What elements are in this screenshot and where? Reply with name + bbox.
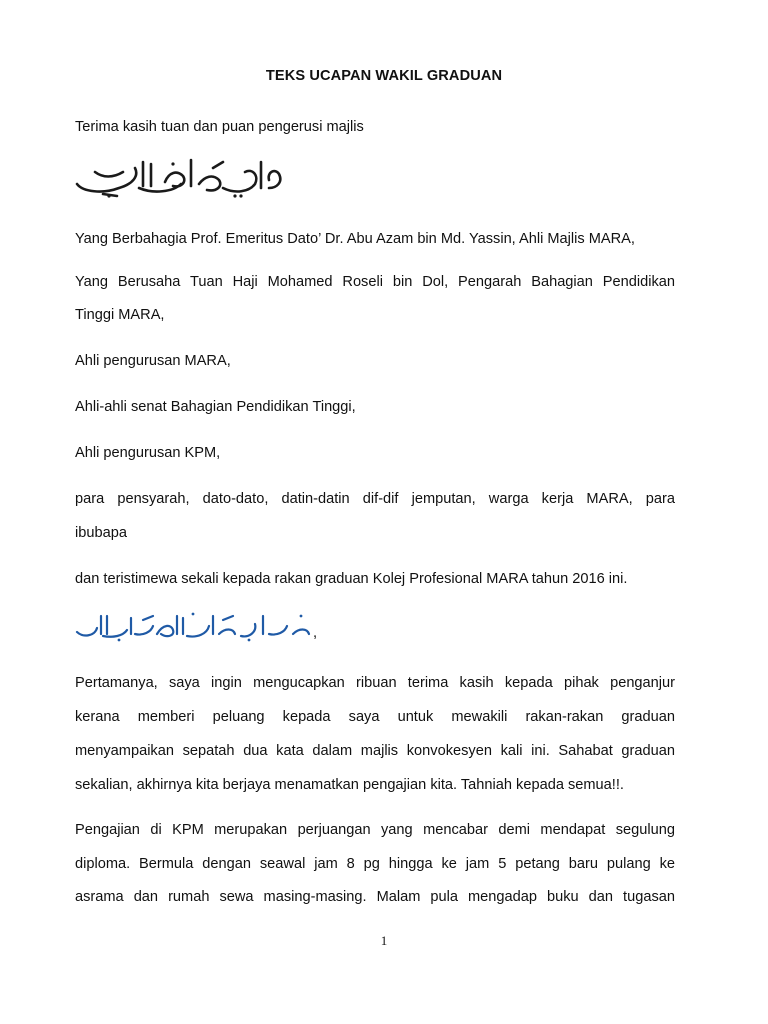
basmalah-calligraphy (73, 154, 285, 200)
body-line: diploma. Bermula dengan seawal jam 8 pg hingga ke jam 5 petang baru pulang ke (75, 856, 675, 872)
opening-line: Terima kasih tuan dan puan pengerusi majlis (75, 119, 364, 135)
page-title: TEKS UCAPAN WAKIL GRADUAN (265, 68, 503, 84)
salutation-line: Yang Berbahagia Prof. Emeritus Dato’ Dr. Abu Azam bin Md. Yassin, Ahli Majlis MARA, (75, 231, 635, 247)
body-line: sekalian, akhirnya kita berjaya menamatkan pengajian kita. Tahniah kepada semua!!. (75, 777, 624, 793)
salutation-line: ibubapa (75, 525, 127, 541)
body-line: Pertamanya, saya ingin mengucapkan ribuan terima kasih kepada pihak penganjur (75, 675, 675, 691)
body-line: asrama dan rumah sewa masing-masing. Malam pula mengadap buku dan tugasan (75, 889, 675, 905)
body-line: kerana memberi peluang kepada saya untuk mewakili rakan-rakan graduan (75, 709, 675, 725)
body-line: Pengajian di KPM merupakan perjuangan yang mencabar demi mendapat segulung (75, 822, 675, 838)
salutation-line: Ahli pengurusan KPM, (75, 445, 221, 461)
salutation-line: dan teristimewa sekali kepada rakan graduan Kolej Profesional MARA tahun 2016 ini. (75, 571, 628, 587)
salam-calligraphy (73, 610, 313, 642)
salutation-line: Ahli-ahli senat Bahagian Pendidikan Tinggi, (75, 399, 356, 415)
salutation-line: Yang Berusaha Tuan Haji Mohamed Roseli bin Dol, Pengarah Bahagian Pendidikan (75, 274, 675, 290)
salutation-line: Ahli pengurusan MARA, (75, 353, 231, 369)
body-line: menyampaikan sepatah dua kata dalam majlis konvokesyen kali ini. Sahabat graduan (75, 743, 675, 759)
salutation-line: Tinggi MARA, (75, 307, 165, 323)
salam-comma: , (313, 625, 318, 641)
salutation-line: para pensyarah, dato-dato, datin-datin dif-dif jemputan, warga kerja MARA, para (75, 491, 675, 507)
page-number: 1 (380, 933, 388, 948)
